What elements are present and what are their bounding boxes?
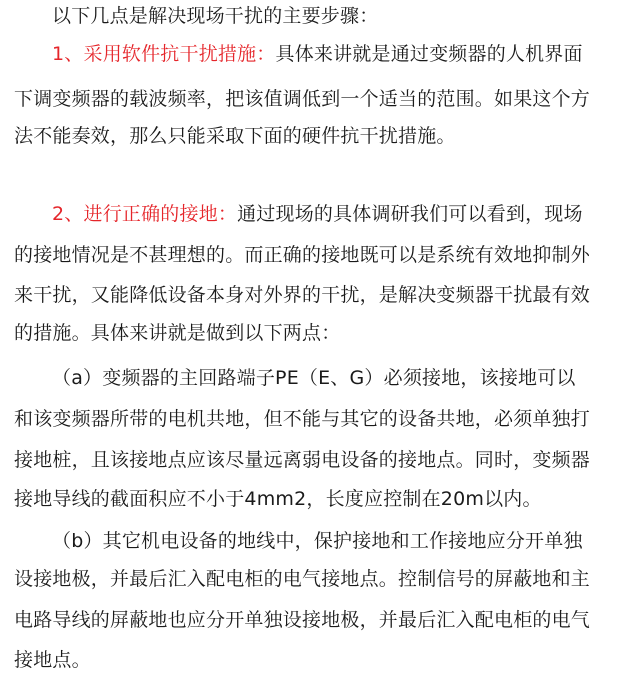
intro-text: 以下几点是解决现场干扰的主要步骤： <box>52 5 379 27</box>
item-a-line-2: 和该变频器所带的电机共地，但不能与其它的设备共地，必须单独打 <box>14 408 591 430</box>
section-2-line-4: 的措施。具体来讲就是做到以下两点： <box>14 322 341 344</box>
item-b-line-4: 接地点。 <box>14 649 91 671</box>
item-a-line-3: 接地桩，且该接地点应该尽量远离弱电设备的接地点。同时，变频器 <box>14 449 591 471</box>
section-1-line-2: 下调变频器的载波频率，把该值调低到一个适当的范围。如果这个方 <box>14 88 591 110</box>
item-b-line-3: 电路导线的屏蔽地也应分开单独设接地极，并最后汇入配电柜的电气 <box>14 609 591 631</box>
section-2-text: 通过现场的具体调研我们可以看到，现场 <box>237 203 583 225</box>
section-1-line-1 <box>52 42 583 66</box>
section-2-line-3: 来干扰，又能降低设备本身对外界的干扰，是解决变频器干扰最有效 <box>14 284 591 306</box>
item-a-line-4: 接地导线的截面积应不小于4mm2，长度应控制在20m以内。 <box>14 488 542 510</box>
section-1-heading: 1、采用软件抗干扰措施： <box>52 43 276 65</box>
section-1-line-3: 法不能奏效，那么只能采取下面的硬件抗干扰措施。 <box>14 125 456 147</box>
section-2-heading: 2、进行正确的接地： <box>52 203 238 225</box>
item-a-line-1: （a）变频器的主回路端子PE（E、G）必须接地，该接地可以 <box>52 367 576 389</box>
section-1-text: 具体来讲就是通过变频器的人机界面 <box>275 43 583 65</box>
item-b-line-1: （b）其它机电设备的地线中，保护接地和工作接地应分开单独 <box>52 530 583 552</box>
item-b-line-2: 设接地极，并最后汇入配电柜的电气接地点。控制信号的屏蔽地和主 <box>14 568 591 590</box>
section-2-line-1 <box>52 202 583 226</box>
intro-line <box>52 4 378 28</box>
section-2-line-2: 的接地情况是不甚理想的。而正确的接地既可以是系统有效地抑制外 <box>14 244 591 266</box>
